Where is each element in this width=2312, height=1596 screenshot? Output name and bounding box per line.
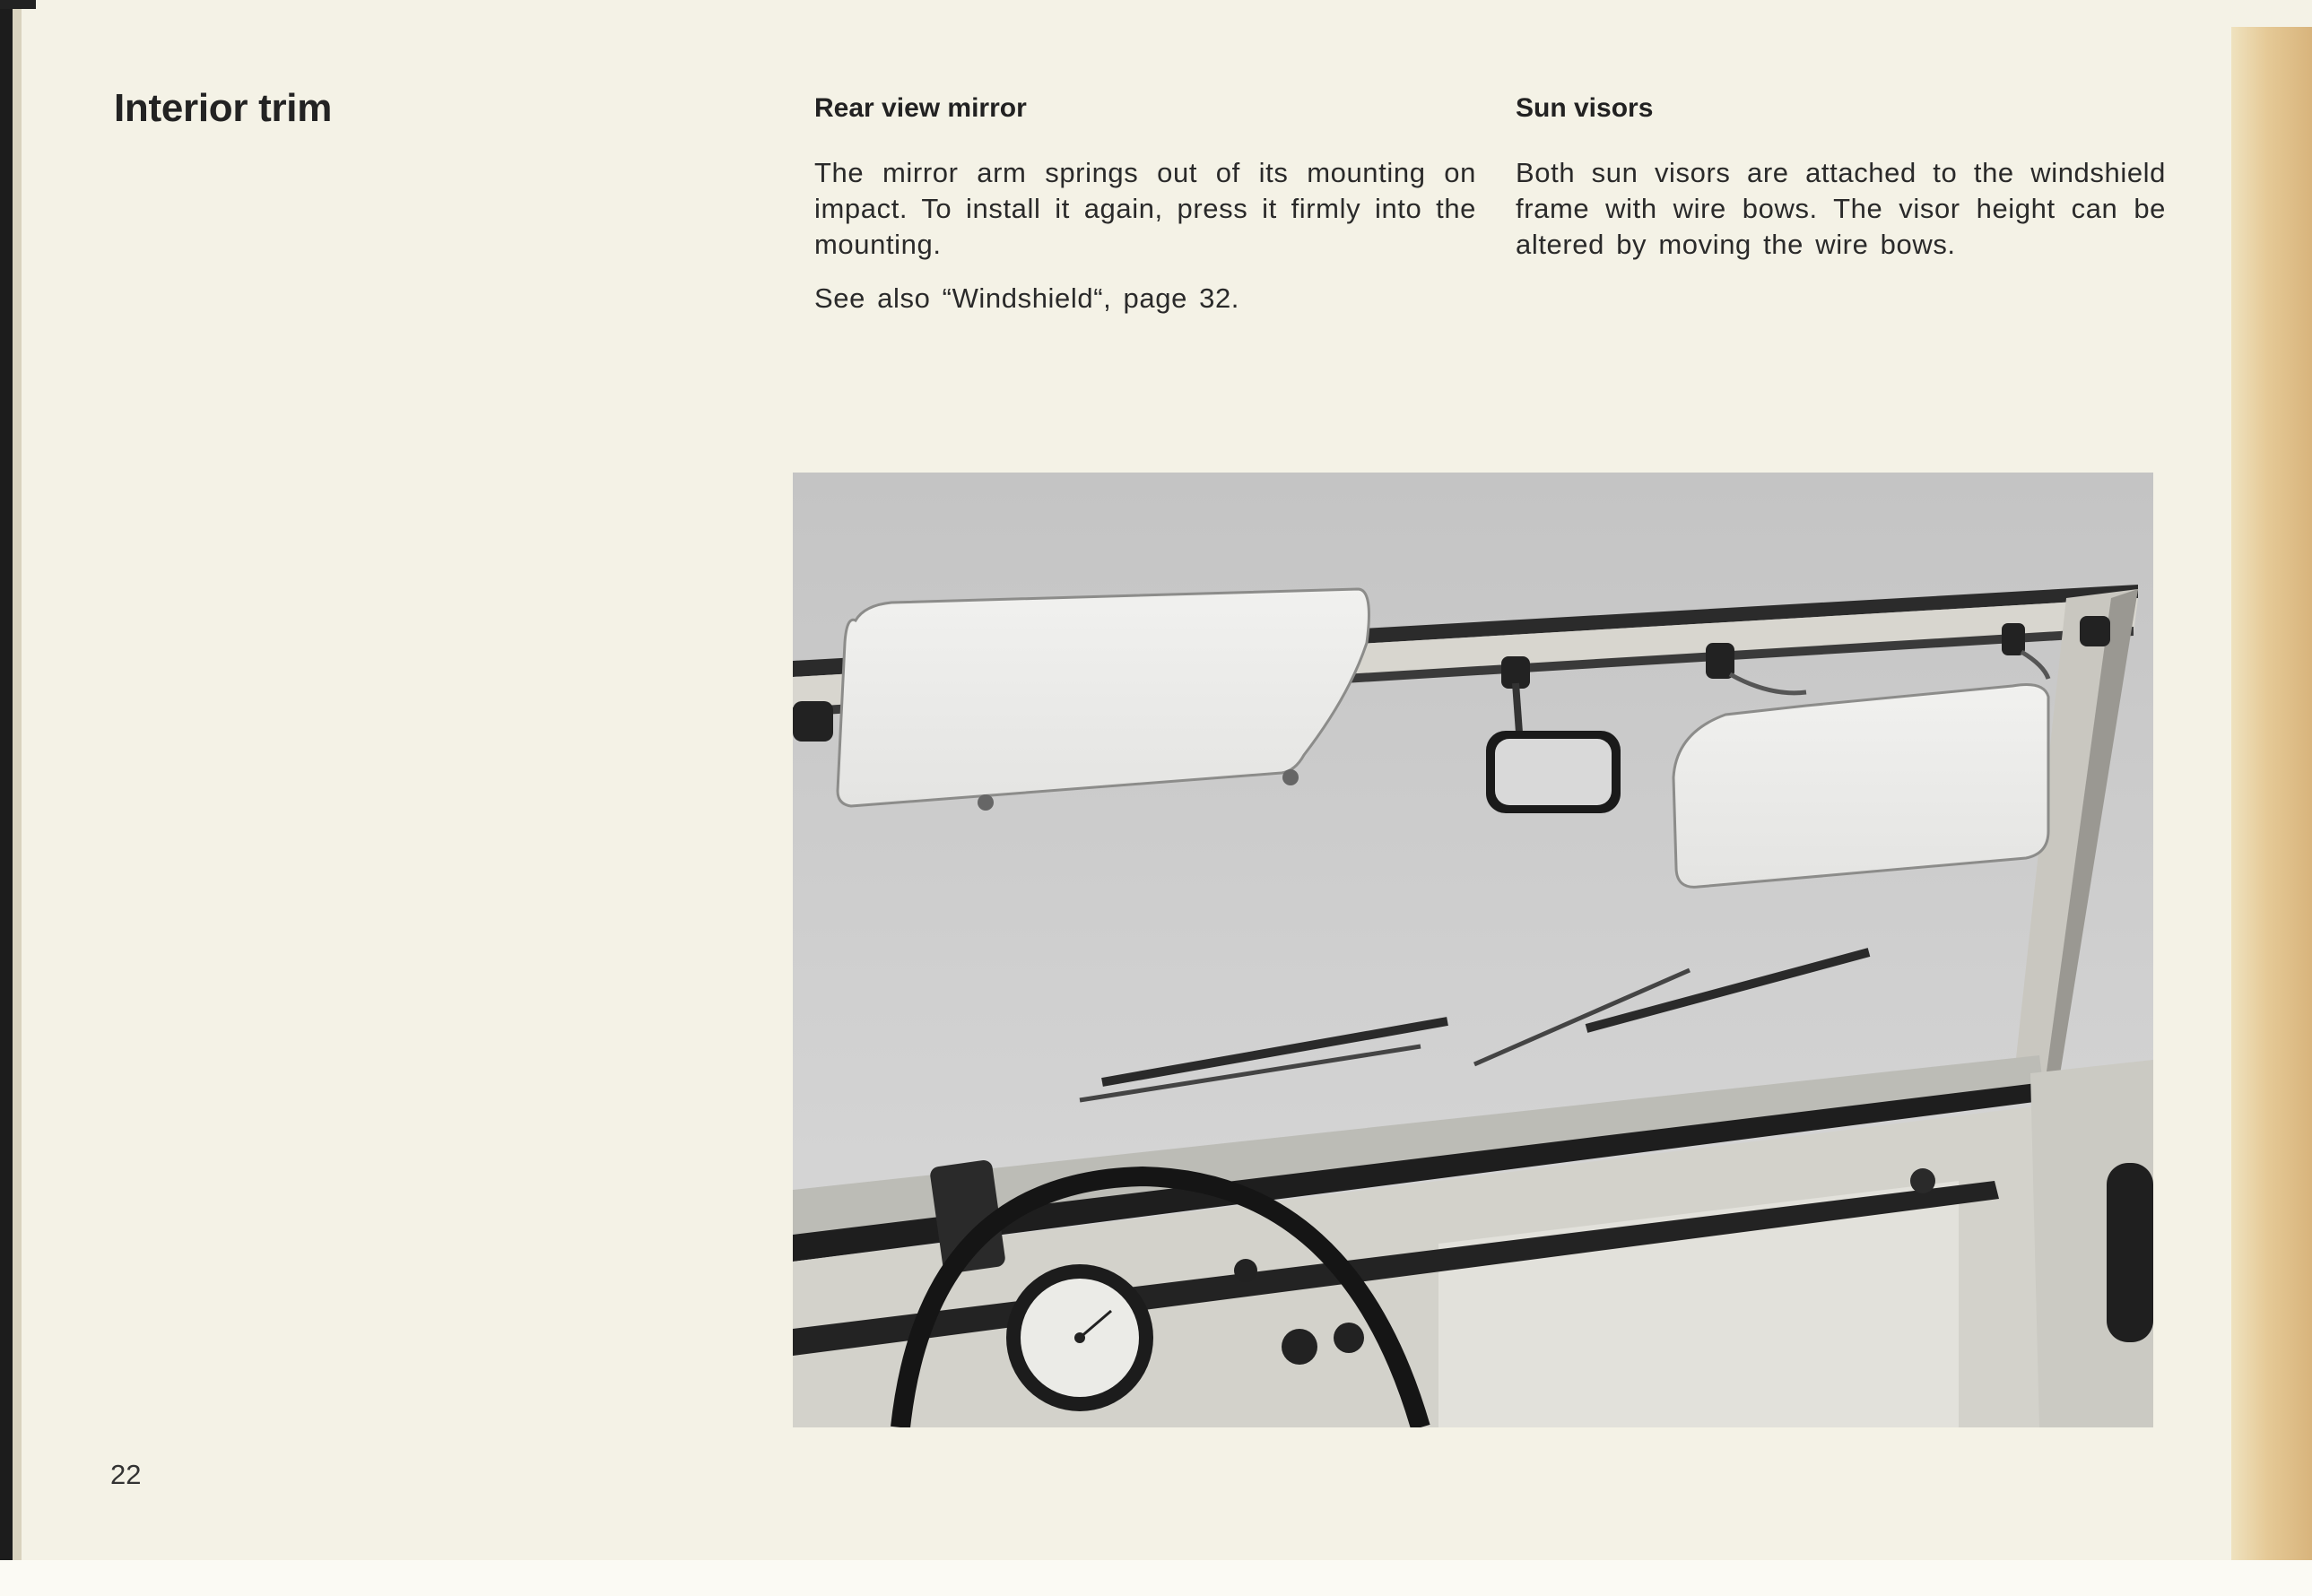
rear-view-mirror-heading: Rear view mirror — [814, 93, 1027, 123]
scan-corner-mark — [0, 0, 36, 9]
sun-visors-heading: Sun visors — [1516, 93, 1654, 123]
book-gutter — [2231, 27, 2312, 1569]
sun-visors-section — [1516, 93, 2166, 281]
visor-left-pivot — [978, 794, 994, 811]
visor-left-hinge — [1282, 769, 1299, 785]
interior-photo-illustration — [793, 473, 2153, 1427]
page-number: 22 — [110, 1459, 142, 1490]
page-stack-edge — [13, 0, 22, 1596]
sun-visor-right — [1673, 685, 2048, 888]
rear-view-mirror-paragraph: The mirror arm springs out of its mounting on impact. To install it again, press it firmly into the mounting. — [814, 157, 1476, 260]
sun-visors-paragraph: Both sun visors are attached to the windshield frame with wire bows. The visor height can be altered by moving the wire bows. — [1516, 157, 2166, 260]
windshield-reference: See also “Windshield“, page 32. — [814, 282, 1240, 314]
rear-view-mirror-section — [814, 93, 1476, 334]
scan-bottom-margin — [0, 1560, 2312, 1596]
book-binding-edge — [0, 0, 13, 1596]
interior-photo — [793, 473, 2153, 1427]
section-title: Interior trim — [114, 86, 333, 130]
